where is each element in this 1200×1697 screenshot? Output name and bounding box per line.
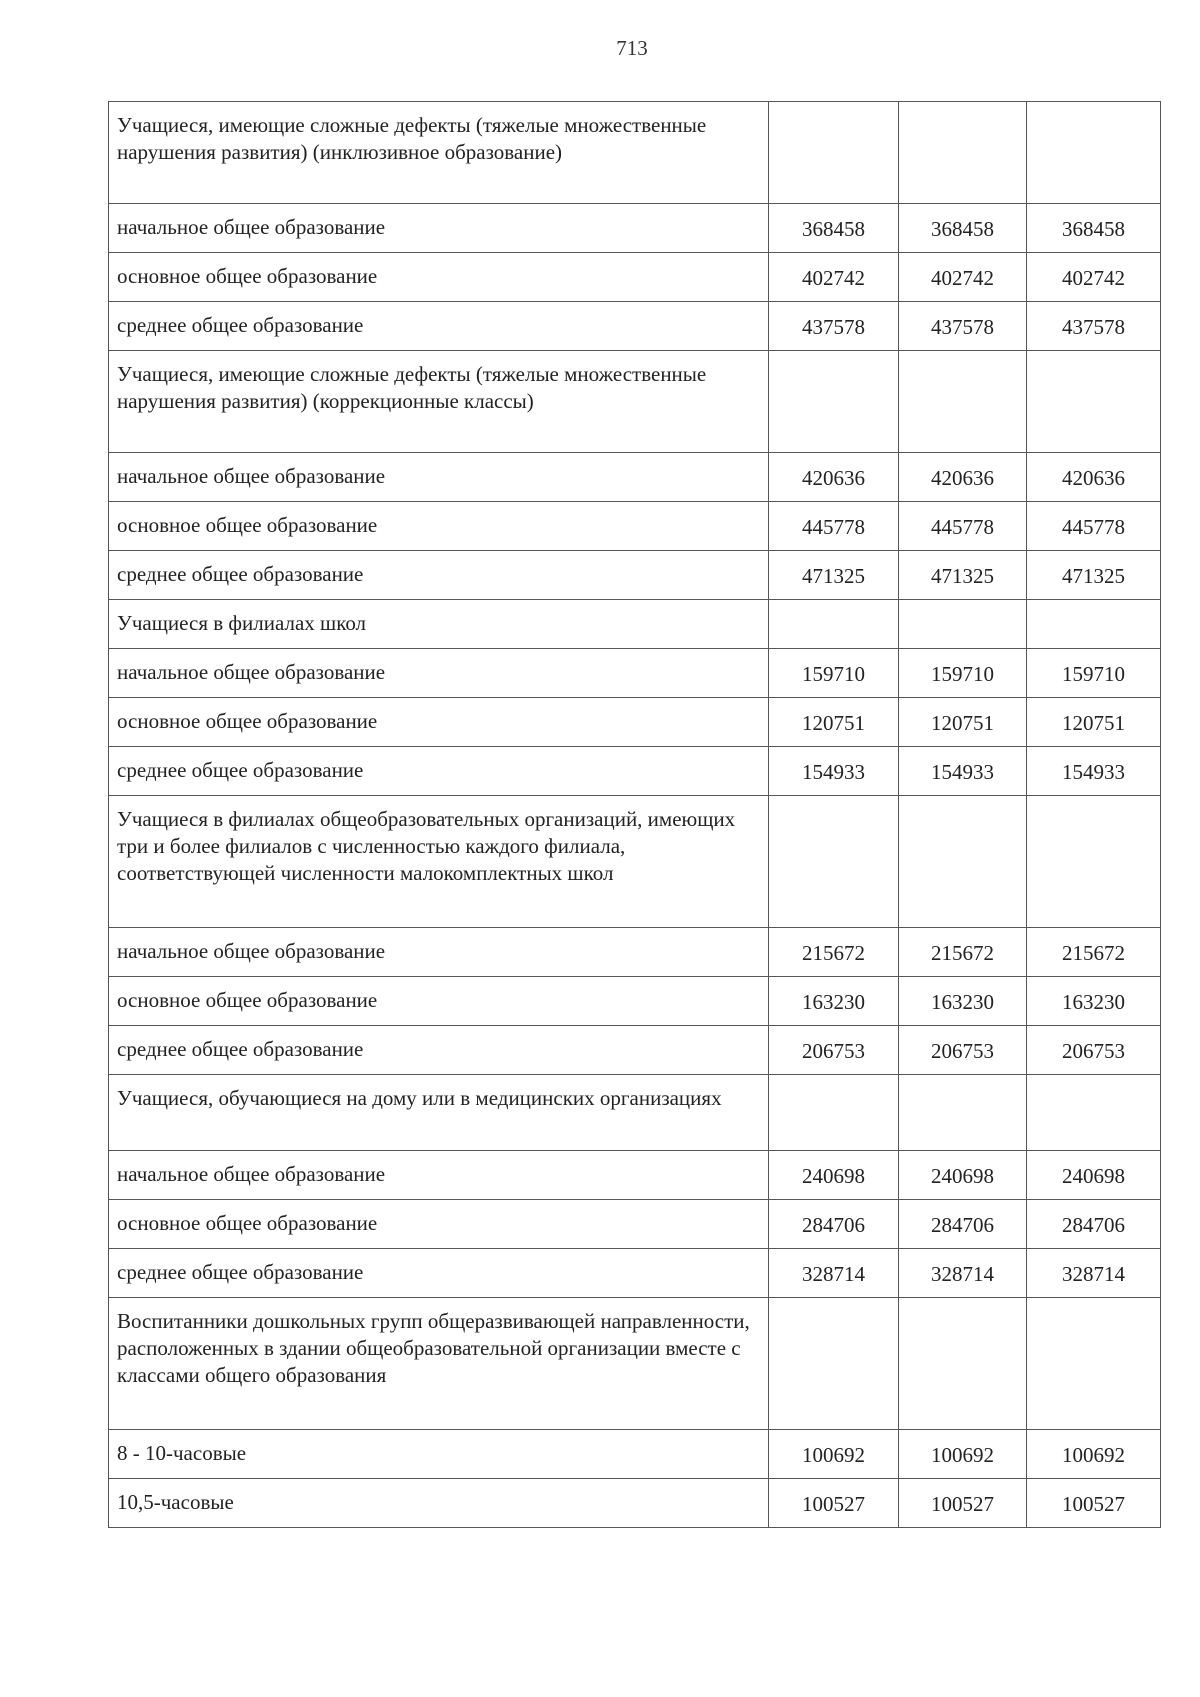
value-cell: 159710	[1027, 649, 1161, 698]
value-cell: 471325	[899, 551, 1027, 600]
row-label: начальное общее образование	[109, 1151, 769, 1200]
value-cell: 402742	[899, 253, 1027, 302]
value-cell: 445778	[1027, 502, 1161, 551]
category-label: Учащиеся в филиалах общеобразовательных организаций, имеющих три и более филиалов с численностью каждого филиала, соответствующей численности малокомплектных школ	[109, 796, 769, 928]
value-cell: 471325	[769, 551, 899, 600]
value-cell: 284706	[769, 1200, 899, 1249]
value-cell: 437578	[769, 302, 899, 351]
category-label: Учащиеся в филиалах школ	[109, 600, 769, 649]
table-row	[109, 1200, 1161, 1249]
category-row	[109, 351, 1161, 453]
value-cell: 159710	[769, 649, 899, 698]
value-cell: 163230	[899, 977, 1027, 1026]
row-label: среднее общее образование	[109, 551, 769, 600]
value-cell: 328714	[1027, 1249, 1161, 1298]
value-cell: 420636	[769, 453, 899, 502]
value-cell: 100692	[769, 1430, 899, 1479]
value-cell: 445778	[899, 502, 1027, 551]
value-cell	[899, 1075, 1027, 1151]
value-cell	[899, 796, 1027, 928]
value-cell: 240698	[769, 1151, 899, 1200]
value-cell: 471325	[1027, 551, 1161, 600]
value-cell	[769, 102, 899, 204]
table-row	[109, 302, 1161, 351]
value-cell: 120751	[1027, 698, 1161, 747]
value-cell: 215672	[769, 928, 899, 977]
value-cell	[899, 600, 1027, 649]
row-label: основное общее образование	[109, 253, 769, 302]
category-label: Воспитанники дошкольных групп общеразвивающей направленности, расположенных в здании общеобразовательной организации вместе с классами общего образования	[109, 1298, 769, 1430]
row-label: начальное общее образование	[109, 453, 769, 502]
value-cell: 328714	[769, 1249, 899, 1298]
table-row	[109, 1249, 1161, 1298]
value-cell: 368458	[769, 204, 899, 253]
value-cell: 284706	[899, 1200, 1027, 1249]
value-cell	[769, 600, 899, 649]
value-cell: 163230	[769, 977, 899, 1026]
value-cell: 445778	[769, 502, 899, 551]
category-row	[109, 796, 1161, 928]
value-cell: 284706	[1027, 1200, 1161, 1249]
value-cell: 100527	[769, 1479, 899, 1528]
value-cell: 154933	[899, 747, 1027, 796]
table-row	[109, 1026, 1161, 1075]
table-row	[109, 928, 1161, 977]
table-row	[109, 977, 1161, 1026]
value-cell: 402742	[769, 253, 899, 302]
value-cell: 368458	[899, 204, 1027, 253]
value-cell	[769, 351, 899, 453]
row-label: среднее общее образование	[109, 747, 769, 796]
value-cell: 206753	[769, 1026, 899, 1075]
value-cell	[1027, 1298, 1161, 1430]
table-row	[109, 502, 1161, 551]
value-cell	[1027, 796, 1161, 928]
value-cell	[1027, 102, 1161, 204]
table-row	[109, 453, 1161, 502]
table-row	[109, 747, 1161, 796]
value-cell	[769, 1298, 899, 1430]
table-row	[109, 1151, 1161, 1200]
value-cell	[769, 796, 899, 928]
table-body	[109, 102, 1161, 1528]
table-row	[109, 204, 1161, 253]
value-cell: 159710	[899, 649, 1027, 698]
value-cell: 154933	[769, 747, 899, 796]
table-row	[109, 1479, 1161, 1528]
value-cell	[1027, 600, 1161, 649]
value-cell: 154933	[1027, 747, 1161, 796]
value-cell: 328714	[899, 1249, 1027, 1298]
value-cell: 206753	[1027, 1026, 1161, 1075]
value-cell: 240698	[1027, 1151, 1161, 1200]
value-cell: 206753	[899, 1026, 1027, 1075]
table-row	[109, 698, 1161, 747]
row-label: начальное общее образование	[109, 649, 769, 698]
value-cell	[899, 351, 1027, 453]
row-label: 8 - 10-часовые	[109, 1430, 769, 1479]
value-cell: 437578	[1027, 302, 1161, 351]
value-cell: 215672	[899, 928, 1027, 977]
value-cell	[769, 1075, 899, 1151]
value-cell: 437578	[899, 302, 1027, 351]
table-row	[109, 253, 1161, 302]
value-cell	[1027, 351, 1161, 453]
row-label: среднее общее образование	[109, 302, 769, 351]
row-label: среднее общее образование	[109, 1249, 769, 1298]
category-row	[109, 102, 1161, 204]
category-row	[109, 600, 1161, 649]
value-cell	[1027, 1075, 1161, 1151]
row-label: начальное общее образование	[109, 204, 769, 253]
table-row	[109, 551, 1161, 600]
value-cell: 420636	[1027, 453, 1161, 502]
value-cell: 120751	[769, 698, 899, 747]
category-row	[109, 1075, 1161, 1151]
row-label: основное общее образование	[109, 977, 769, 1026]
row-label: основное общее образование	[109, 698, 769, 747]
category-label: Учащиеся, обучающиеся на дому или в медицинских организациях	[109, 1075, 769, 1151]
value-cell: 100692	[899, 1430, 1027, 1479]
row-label: начальное общее образование	[109, 928, 769, 977]
value-cell: 368458	[1027, 204, 1161, 253]
category-label: Учащиеся, имеющие сложные дефекты (тяжелые множественные нарушения развития) (коррекционные классы)	[109, 351, 769, 453]
value-cell: 163230	[1027, 977, 1161, 1026]
tariff-table	[108, 101, 1161, 1528]
value-cell: 100692	[1027, 1430, 1161, 1479]
value-cell: 120751	[899, 698, 1027, 747]
value-cell: 100527	[1027, 1479, 1161, 1528]
value-cell: 100527	[899, 1479, 1027, 1528]
page-number: 713	[616, 36, 648, 60]
table-row	[109, 649, 1161, 698]
category-label: Учащиеся, имеющие сложные дефекты (тяжелые множественные нарушения развития) (инклюзивное образование)	[109, 102, 769, 204]
row-label: среднее общее образование	[109, 1026, 769, 1075]
value-cell: 215672	[1027, 928, 1161, 977]
value-cell: 402742	[1027, 253, 1161, 302]
value-cell: 420636	[899, 453, 1027, 502]
row-label: основное общее образование	[109, 502, 769, 551]
value-cell	[899, 1298, 1027, 1430]
row-label: основное общее образование	[109, 1200, 769, 1249]
row-label: 10,5-часовые	[109, 1479, 769, 1528]
value-cell	[899, 102, 1027, 204]
table-row	[109, 1430, 1161, 1479]
value-cell: 240698	[899, 1151, 1027, 1200]
category-row	[109, 1298, 1161, 1430]
